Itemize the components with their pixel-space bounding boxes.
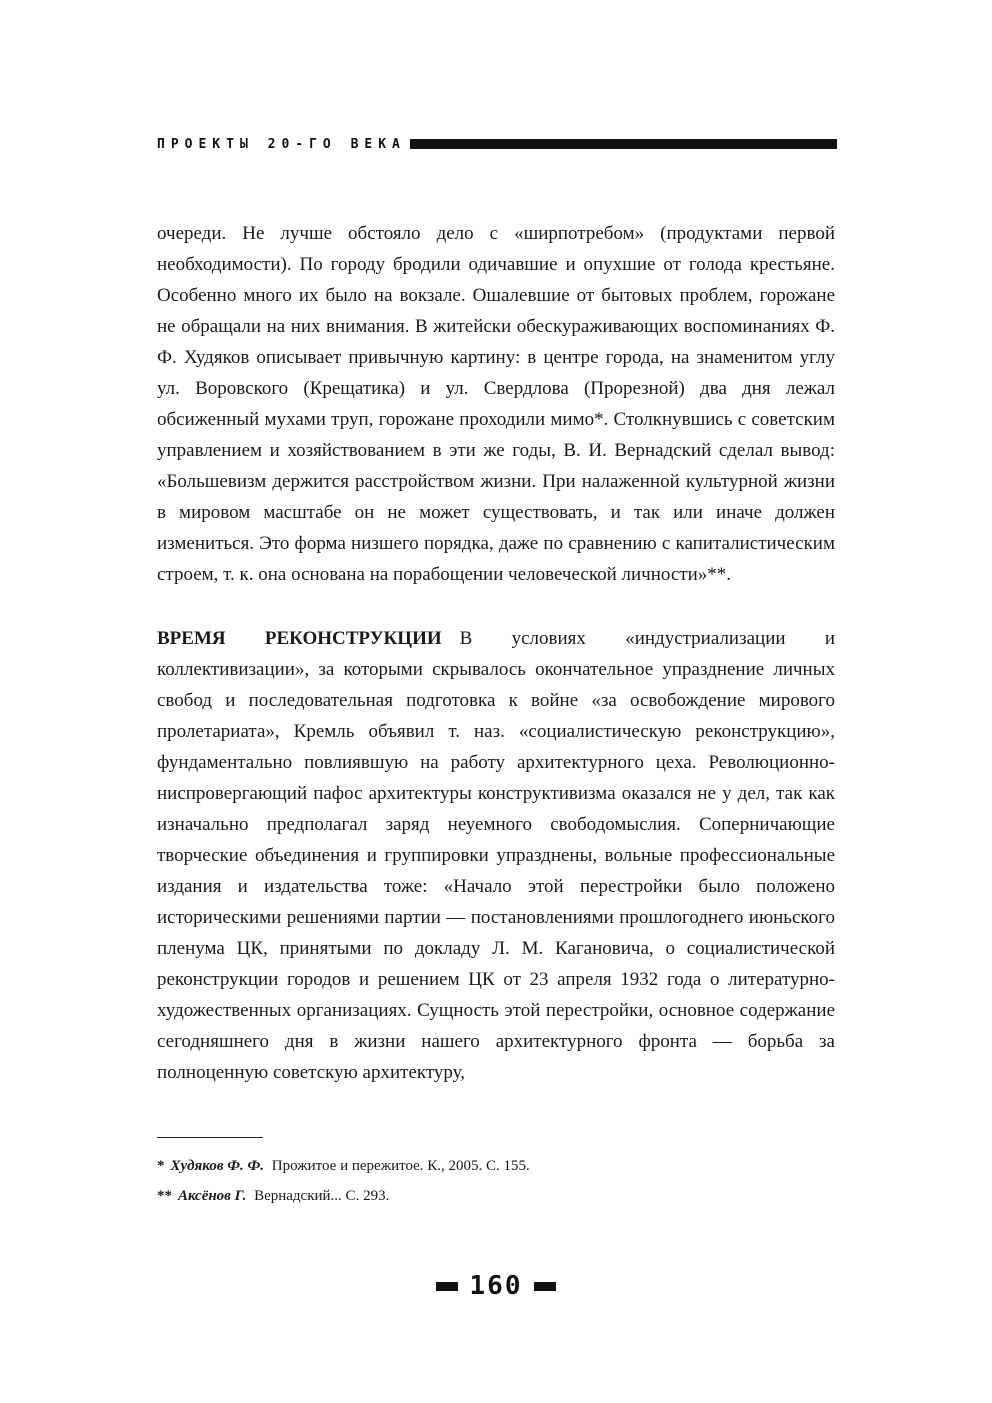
footnote-divider <box>157 1137 263 1138</box>
footnote-author: Худяков Ф. Ф. <box>170 1158 265 1174</box>
page-number-left-bar <box>436 1282 458 1291</box>
running-header <box>157 134 837 154</box>
paragraph-with-heading <box>157 623 835 1088</box>
footnotes <box>157 1151 835 1211</box>
footnote-mark: * <box>157 1158 165 1174</box>
section-heading: ВРЕМЯ РЕКОНСТРУКЦИИ <box>157 628 442 649</box>
header-rule <box>410 139 837 149</box>
footnote-author: Аксёнов Г. <box>178 1188 247 1204</box>
page-number: 160 <box>469 1271 523 1301</box>
paragraph-text: В условиях «индустриализации и коллективизации», за которыми скрывалось окончательное упразднение личных свобод и последовательная подготовка к войне «за освобождение мирового пролетариата», Кремль объявил т. наз. «социалистическую реконструкцию», фундаментально повлиявшую на работу архитектурного цеха. Революционно-ниспровергающий пафос архитектуры конструктивизма оказался не у дел, так как изначально предполагал заряд неуемного свободомыслия. Соперничающие творческие объединения и группировки упразднены, вольные профессиональные издания и издательства тоже: «Начало этой перестройки было положено историческими решениями партии — постановлениями прошлогоднего июньского пленума ЦК, принятыми по докладу Л. М. Кагановича, о социалистической реконструкции городов и решением ЦК от 23 апреля 1932 года о литературно-художественных организациях. Сущность этой перестройки, основное содержание сегодняшнего дня в жизни нашего архитектурного фронта — борьба за полноценную советскую архитектуру, <box>157 628 835 1083</box>
page-number-right-bar <box>534 1282 556 1291</box>
footnote-mark: ** <box>157 1188 172 1204</box>
footnote <box>157 1181 835 1211</box>
footnote-text: Вернадский... С. 293. <box>254 1188 390 1204</box>
body-text <box>157 218 835 1088</box>
page-footer <box>0 1268 992 1304</box>
running-title: ПРОЕКТЫ 20-ГО ВЕКА <box>157 136 406 152</box>
paragraph: очереди. Не лучше обстояло дело с «ширпотребом» (продуктами первой необходимости). По городу бродили одичавшие и опухшие от голода крестьяне. Особенно много их было на вокзале. Ошалевшие от бытовых проблем, горожане не обращали на них внимания. В житейски обескураживающих воспоминаниях Ф. Ф. Худяков описывает привычную картину: в центре города, на знаменитом углу ул. Воровского (Крещатика) и ул. Свердлова (Прорезной) два дня лежал обсиженный мухами труп, горожане проходили мимо*. Столкнувшись с советским управлением и хозяйствованием в эти же годы, В. И. Вернадский сделал вывод: «Большевизм держится расстройством жизни. При налаженной культурной жизни в мировом масштабе он не может существовать, и так или иначе должен измениться. Это форма низшего порядка, даже по сравнению с капиталистическим строем, т. к. она основана на порабощении человеческой личности»**. <box>157 223 835 585</box>
footnote-text: Прожитое и пережитое. К., 2005. С. 155. <box>271 1158 530 1174</box>
footnote <box>157 1151 835 1181</box>
